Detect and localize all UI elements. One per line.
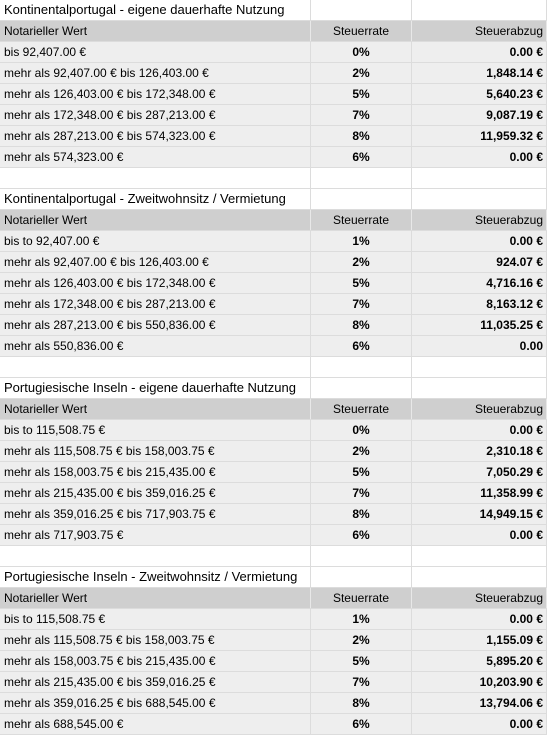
cell-notarieller-wert[interactable]: mehr als 92,407.00 € bis 126,403.00 €	[0, 63, 311, 83]
header-notarieller-wert[interactable]: Notarieller Wert	[0, 399, 311, 419]
cell-notarieller-wert[interactable]: mehr als 359,016.25 € bis 688,545.00 €	[0, 693, 311, 713]
cell-notarieller-wert[interactable]: mehr als 115,508.75 € bis 158,003.75 €	[0, 441, 311, 461]
cell-steuerabzug[interactable]: 14,949.15 €	[412, 504, 547, 524]
cell-notarieller-wert[interactable]: bis to 115,508.75 €	[0, 420, 311, 440]
cell-steuerrate[interactable]: 2%	[311, 252, 412, 272]
cell-notarieller-wert[interactable]: mehr als 717,903.75 €	[0, 525, 311, 545]
header-row	[0, 588, 547, 609]
table-row	[0, 63, 547, 84]
cell-empty[interactable]	[412, 546, 547, 566]
cell-steuerrate[interactable]: 2%	[311, 441, 412, 461]
cell-steuerabzug[interactable]: 924.07 €	[412, 252, 547, 272]
cell-notarieller-wert[interactable]: mehr als 287,213.00 € bis 574,323.00 €	[0, 126, 311, 146]
cell-steuerabzug[interactable]: 0.00 €	[412, 714, 547, 734]
table-row	[0, 462, 547, 483]
table-row	[0, 651, 547, 672]
cell-steuerrate[interactable]: 7%	[311, 105, 412, 125]
table-row	[0, 483, 547, 504]
cell-notarieller-wert[interactable]: mehr als 550,836.00 €	[0, 336, 311, 356]
cell-steuerrate[interactable]: 6%	[311, 336, 412, 356]
cell-empty[interactable]	[412, 378, 547, 398]
cell-steuerabzug[interactable]: 1,155.09 €	[412, 630, 547, 650]
cell-empty[interactable]	[412, 357, 547, 377]
table-row	[0, 714, 547, 735]
cell-notarieller-wert[interactable]: bis to 115,508.75 €	[0, 609, 311, 629]
table-row	[0, 336, 547, 357]
section-title-row	[0, 189, 547, 210]
cell-steuerabzug[interactable]: 5,640.23 €	[412, 84, 547, 104]
cell-steuerabzug[interactable]: 9,087.19 €	[412, 105, 547, 125]
header-row	[0, 399, 547, 420]
table-row	[0, 609, 547, 630]
table-row	[0, 420, 547, 441]
header-steuerrate[interactable]: Steuerrate	[311, 21, 412, 41]
cell-steuerrate[interactable]: 1%	[311, 231, 412, 251]
cell-notarieller-wert[interactable]: mehr als 215,435.00 € bis 359,016.25 €	[0, 672, 311, 692]
cell-steuerrate[interactable]: 5%	[311, 84, 412, 104]
table-row	[0, 252, 547, 273]
cell-steuerabzug[interactable]: 7,050.29 €	[412, 462, 547, 482]
blank-row	[0, 357, 547, 378]
header-notarieller-wert[interactable]: Notarieller Wert	[0, 588, 311, 608]
table-row	[0, 42, 547, 63]
cell-steuerabzug[interactable]: 11,358.99 €	[412, 483, 547, 503]
cell-notarieller-wert[interactable]: mehr als 126,403.00 € bis 172,348.00 €	[0, 273, 311, 293]
cell-steuerabzug[interactable]: 10,203.90 €	[412, 672, 547, 692]
section-title-row	[0, 0, 547, 21]
cell-steuerabzug[interactable]: 11,035.25 €	[412, 315, 547, 335]
section-title-row	[0, 378, 547, 399]
cell-steuerabzug[interactable]: 0.00 €	[412, 525, 547, 545]
cell-steuerabzug[interactable]: 4,716.16 €	[412, 273, 547, 293]
cell-steuerrate[interactable]: 8%	[311, 693, 412, 713]
header-steuerabzug[interactable]: Steuerabzug	[412, 399, 547, 419]
cell-notarieller-wert[interactable]: mehr als 158,003.75 € bis 215,435.00 €	[0, 462, 311, 482]
cell-steuerrate[interactable]: 8%	[311, 126, 412, 146]
cell-empty[interactable]	[311, 168, 412, 188]
cell-steuerabzug[interactable]: 5,895.20 €	[412, 651, 547, 671]
cell-steuerrate[interactable]: 7%	[311, 483, 412, 503]
cell-empty[interactable]	[311, 189, 412, 209]
cell-empty[interactable]	[311, 0, 412, 20]
cell-steuerrate[interactable]: 6%	[311, 147, 412, 167]
cell-steuerabzug[interactable]: 0.00 €	[412, 609, 547, 629]
cell-steuerrate[interactable]: 0%	[311, 42, 412, 62]
cell-steuerrate[interactable]: 1%	[311, 609, 412, 629]
cell-steuerrate[interactable]: 6%	[311, 714, 412, 734]
cell-empty[interactable]	[0, 168, 311, 188]
cell-steuerrate[interactable]: 5%	[311, 273, 412, 293]
cell-steuerabzug[interactable]: 0.00 €	[412, 147, 547, 167]
cell-steuerabzug[interactable]: 1,848.14 €	[412, 63, 547, 83]
cell-empty[interactable]	[0, 546, 311, 566]
table-row	[0, 504, 547, 525]
cell-steuerabzug[interactable]: 0.00	[412, 336, 547, 356]
header-steuerabzug[interactable]: Steuerabzug	[412, 21, 547, 41]
cell-steuerrate[interactable]: 5%	[311, 462, 412, 482]
cell-notarieller-wert[interactable]: bis 92,407.00 €	[0, 42, 311, 62]
table-row	[0, 147, 547, 168]
cell-empty[interactable]	[311, 378, 412, 398]
cell-notarieller-wert[interactable]: mehr als 172,348.00 € bis 287,213.00 €	[0, 105, 311, 125]
cell-empty[interactable]	[311, 546, 412, 566]
blank-row	[0, 546, 547, 567]
header-steuerrate[interactable]: Steuerrate	[311, 210, 412, 230]
cell-steuerrate[interactable]: 7%	[311, 294, 412, 314]
cell-steuerabzug[interactable]: 2,310.18 €	[412, 441, 547, 461]
table-row	[0, 294, 547, 315]
cell-notarieller-wert[interactable]: mehr als 359,016.25 € bis 717,903.75 €	[0, 504, 311, 524]
cell-notarieller-wert[interactable]: mehr als 215,435.00 € bis 359,016.25 €	[0, 483, 311, 503]
cell-empty[interactable]	[412, 168, 547, 188]
cell-steuerabzug[interactable]: 8,163.12 €	[412, 294, 547, 314]
cell-steuerrate[interactable]: 2%	[311, 63, 412, 83]
section-title-row	[0, 567, 547, 588]
section-title[interactable]: Kontinentalportugal - eigene dauerhafte Nutzung	[0, 0, 311, 20]
cell-empty[interactable]	[311, 567, 412, 587]
cell-empty[interactable]	[0, 357, 311, 377]
table-row	[0, 630, 547, 651]
cell-steuerrate[interactable]: 2%	[311, 630, 412, 650]
table-row	[0, 315, 547, 336]
cell-steuerrate[interactable]: 8%	[311, 315, 412, 335]
cell-notarieller-wert[interactable]: mehr als 688,545.00 €	[0, 714, 311, 734]
cell-notarieller-wert[interactable]: mehr als 574,323.00 €	[0, 147, 311, 167]
cell-notarieller-wert[interactable]: mehr als 172,348.00 € bis 287,213.00 €	[0, 294, 311, 314]
cell-steuerrate[interactable]: 5%	[311, 651, 412, 671]
cell-steuerrate[interactable]: 0%	[311, 420, 412, 440]
header-notarieller-wert[interactable]: Notarieller Wert	[0, 210, 311, 230]
cell-empty[interactable]	[311, 357, 412, 377]
cell-notarieller-wert[interactable]: bis to 92,407.00 €	[0, 231, 311, 251]
cell-steuerabzug[interactable]: 0.00 €	[412, 42, 547, 62]
table-row	[0, 525, 547, 546]
cell-notarieller-wert[interactable]: mehr als 158,003.75 € bis 215,435.00 €	[0, 651, 311, 671]
table-row	[0, 693, 547, 714]
cell-notarieller-wert[interactable]: mehr als 126,403.00 € bis 172,348.00 €	[0, 84, 311, 104]
header-steuerrate[interactable]: Steuerrate	[311, 399, 412, 419]
section-title[interactable]: Portugiesische Inseln - eigene dauerhafte Nutzung	[0, 378, 311, 398]
cell-steuerabzug[interactable]: 0.00 €	[412, 231, 547, 251]
cell-notarieller-wert[interactable]: mehr als 92,407.00 € bis 126,403.00 €	[0, 252, 311, 272]
header-row	[0, 210, 547, 231]
cell-steuerrate[interactable]: 6%	[311, 525, 412, 545]
cell-steuerrate[interactable]: 8%	[311, 504, 412, 524]
cell-steuerabzug[interactable]: 11,959.32 €	[412, 126, 547, 146]
table-row	[0, 441, 547, 462]
blank-row	[0, 168, 547, 189]
cell-empty[interactable]	[412, 189, 547, 209]
table-row	[0, 672, 547, 693]
header-steuerabzug[interactable]: Steuerabzug	[412, 588, 547, 608]
cell-empty[interactable]	[412, 567, 547, 587]
table-row	[0, 105, 547, 126]
section-title[interactable]: Portugiesische Inseln - Zweitwohnsitz / Vermietung	[0, 567, 311, 587]
header-steuerrate[interactable]: Steuerrate	[311, 588, 412, 608]
header-row	[0, 21, 547, 42]
table-row	[0, 231, 547, 252]
cell-steuerabzug[interactable]: 0.00 €	[412, 420, 547, 440]
cell-notarieller-wert[interactable]: mehr als 115,508.75 € bis 158,003.75 €	[0, 630, 311, 650]
table-row	[0, 84, 547, 105]
cell-steuerrate[interactable]: 7%	[311, 672, 412, 692]
cell-empty[interactable]	[412, 0, 547, 20]
cell-steuerabzug[interactable]: 13,794.06 €	[412, 693, 547, 713]
section-title[interactable]: Kontinentalportugal - Zweitwohnsitz / Vermietung	[0, 189, 311, 209]
header-steuerabzug[interactable]: Steuerabzug	[412, 210, 547, 230]
table-row	[0, 273, 547, 294]
table-row	[0, 126, 547, 147]
header-notarieller-wert[interactable]: Notarieller Wert	[0, 21, 311, 41]
cell-notarieller-wert[interactable]: mehr als 287,213.00 € bis 550,836.00 €	[0, 315, 311, 335]
